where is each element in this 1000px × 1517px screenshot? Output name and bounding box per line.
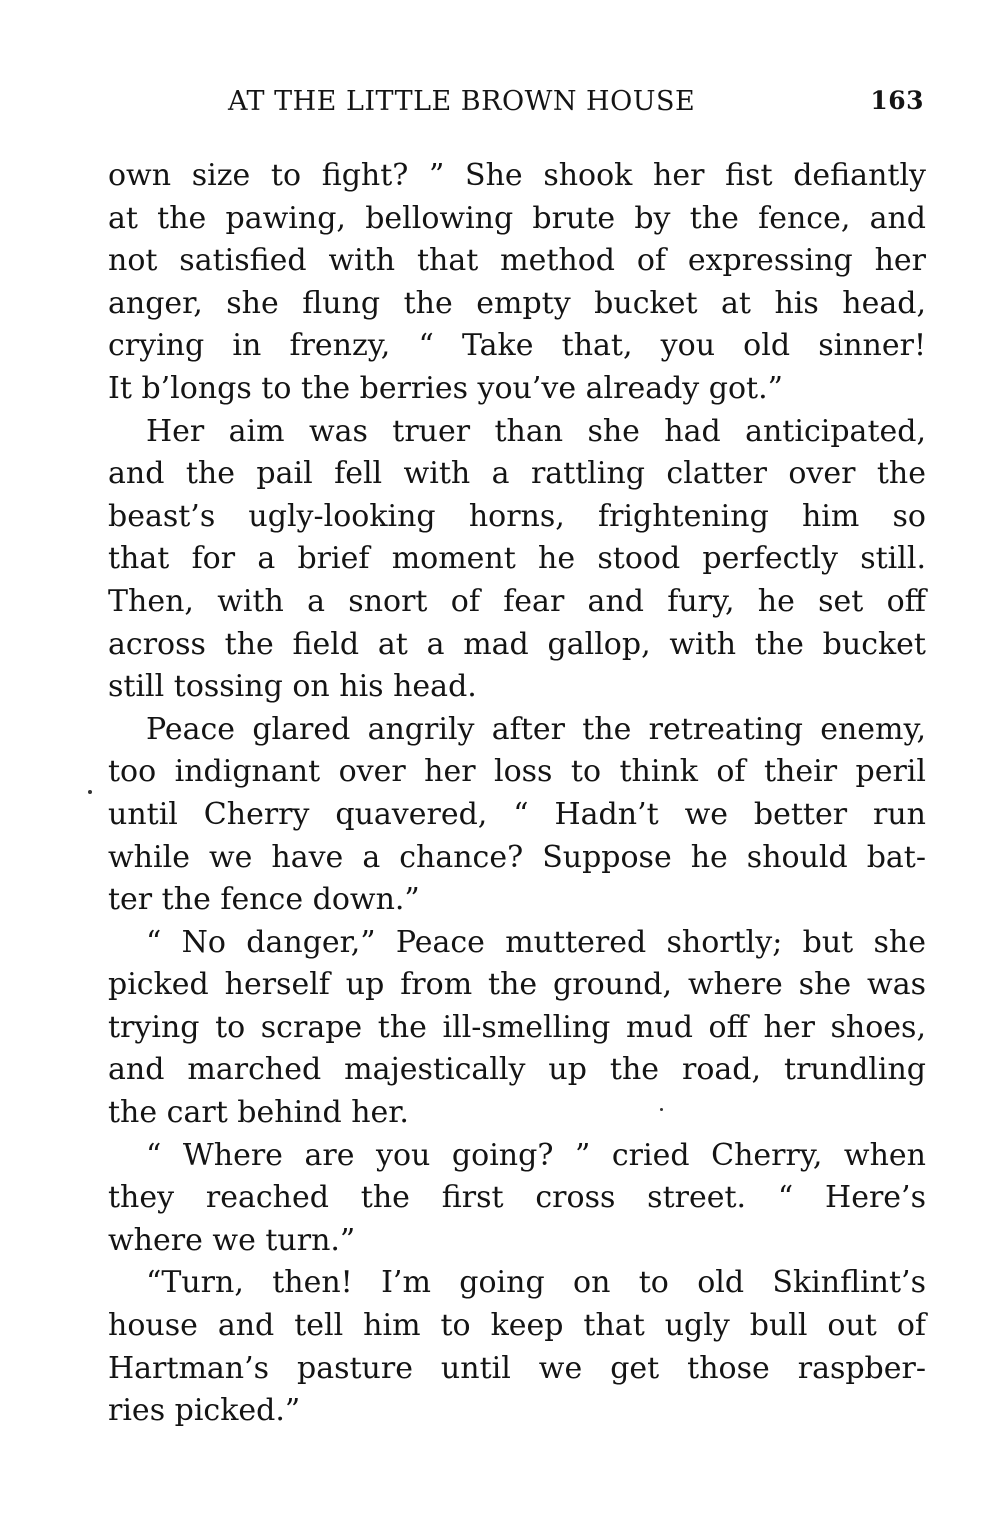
text-line: “ No danger,” Peace muttered shortly; but she [146,924,926,960]
text-line: where we turn.” [108,1222,356,1258]
text-line: too indignant over her loss to think of their peril [108,754,926,790]
paragraph-5 [108,1135,926,1263]
running-title: AT THE LITTLE BROWN HOUSE [228,86,696,117]
text-line: anger, she flung the empty bucket at his head, [108,285,926,321]
text-line: crying in frenzy, “ Take that, you old sinner! [108,328,926,364]
text-line: still tossing on his head. [108,669,477,705]
ink-speck [660,1108,663,1111]
text-line: across the field at a mad gallop, with the bucket [108,626,926,662]
page-number: 163 [870,86,924,115]
text-line: and marched majestically up the road, trundling [108,1052,926,1088]
text-line: at the pawing, bellowing brute by the fence, and [108,200,926,236]
text-line: and the pail fell with a rattling clatter over the [108,456,926,492]
text-line: they reached the first cross street. “ Here’s [108,1180,926,1216]
paragraph-2 [108,411,926,709]
text-line: picked herself up from the ground, where she was [108,967,926,1003]
text-line: beast’s ugly-looking horns, frightening him so [108,498,926,534]
text-line: that for a brief moment he stood perfectly still. [108,541,926,577]
text-line: ries picked.” [108,1393,301,1429]
text-line: Then, with a snort of fear and fury, he set off [108,583,926,619]
text-line: ter the fence down.” [108,882,420,918]
text-line: “ Where are you going? ” cried Cherry, when [146,1137,926,1173]
paragraph-3 [108,709,926,922]
ink-speck [88,790,92,794]
text-line: trying to scrape the ill-smelling mud off her shoes, [108,1009,926,1045]
paragraph-4 [108,922,926,1135]
body-text [108,155,926,1433]
text-line: Hartman’s pasture until we get those raspber- [108,1350,926,1386]
text-line: Peace glared angrily after the retreating enemy, [146,711,926,747]
text-line: Her aim was truer than she had anticipated, [146,413,926,449]
text-line: not satisfied with that method of expressing her [108,243,926,279]
text-line: “Turn, then! I’m going on to old Skinflint’s [146,1265,926,1301]
running-head [108,86,926,126]
text-line: while we have a chance? Suppose he should bat- [108,839,926,875]
text-line: own size to fight? ” She shook her fist defiantly [108,158,926,193]
paragraph-6 [108,1262,926,1432]
text-line: It b’longs to the berries you’ve already got.” [108,370,783,406]
text-line: until Cherry quavered, “ Hadn’t we better run [108,796,926,832]
paragraph-1 [108,155,926,411]
text-line: house and tell him to keep that ugly bull out of [108,1308,926,1344]
text-line: the cart behind her. [108,1095,409,1131]
